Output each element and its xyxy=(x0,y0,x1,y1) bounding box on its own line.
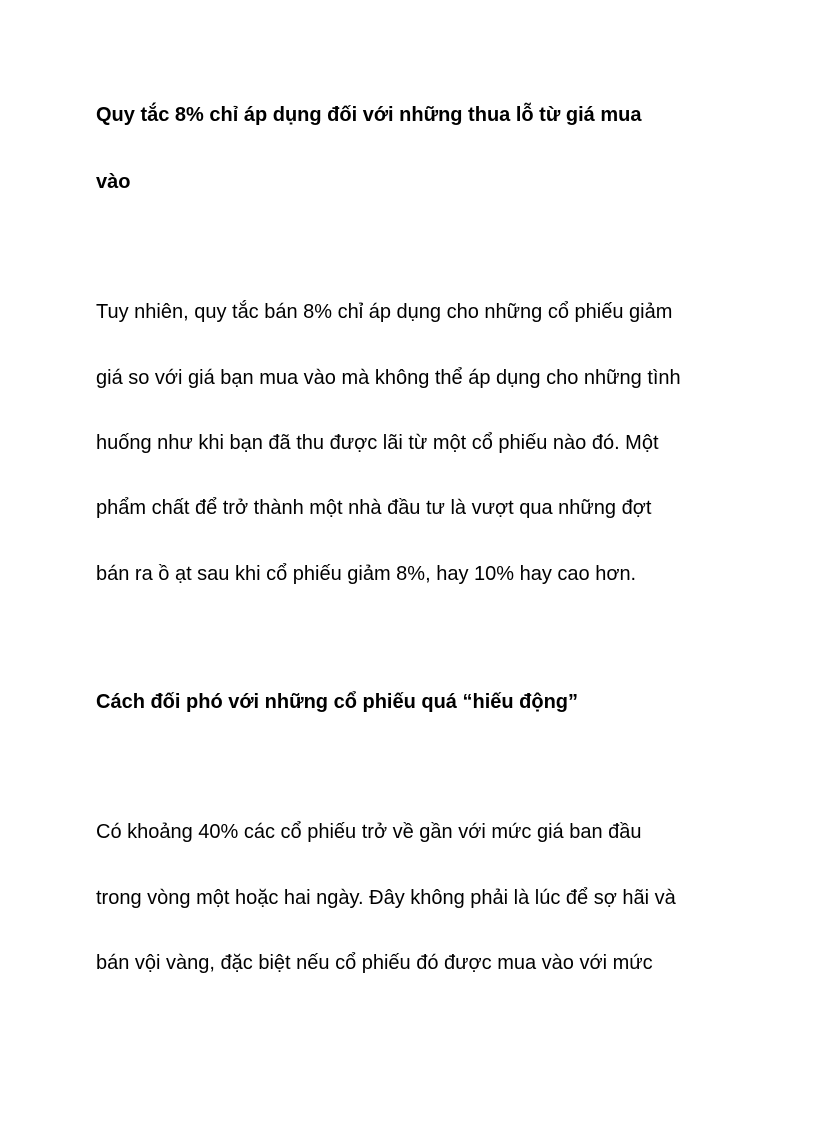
paragraph-line: bán ra ồ ạt sau khi cổ phiếu giảm 8%, hay 10% hay cao hơn. xyxy=(96,563,637,585)
heading-line: Quy tắc 8% chỉ áp dụng đối với những thua lỗ từ giá mua xyxy=(96,104,642,126)
paragraph-line: giá so với giá bạn mua vào mà không thể áp dụng cho những tình xyxy=(96,367,681,389)
paragraph-line: huống như khi bạn đã thu được lãi từ một cổ phiếu nào đó. Một xyxy=(96,432,659,454)
paragraph-line: Tuy nhiên, quy tắc bán 8% chỉ áp dụng cho những cổ phiếu giảm xyxy=(96,301,673,323)
paragraph-line: Có khoảng 40% các cổ phiếu trở về gần với mức giá ban đầu xyxy=(96,821,642,843)
paragraph-line: phẩm chất để trở thành một nhà đầu tư là vượt qua những đợt xyxy=(96,497,652,519)
paragraph-line: trong vòng một hoặc hai ngày. Đây không phải là lúc để sợ hãi và xyxy=(96,887,676,909)
heading-line: vào xyxy=(96,171,131,193)
heading-line: Cách đối phó với những cổ phiếu quá “hiếu động” xyxy=(96,691,579,713)
paragraph-line: bán vội vàng, đặc biệt nếu cổ phiếu đó được mua vào với mức xyxy=(96,952,653,974)
